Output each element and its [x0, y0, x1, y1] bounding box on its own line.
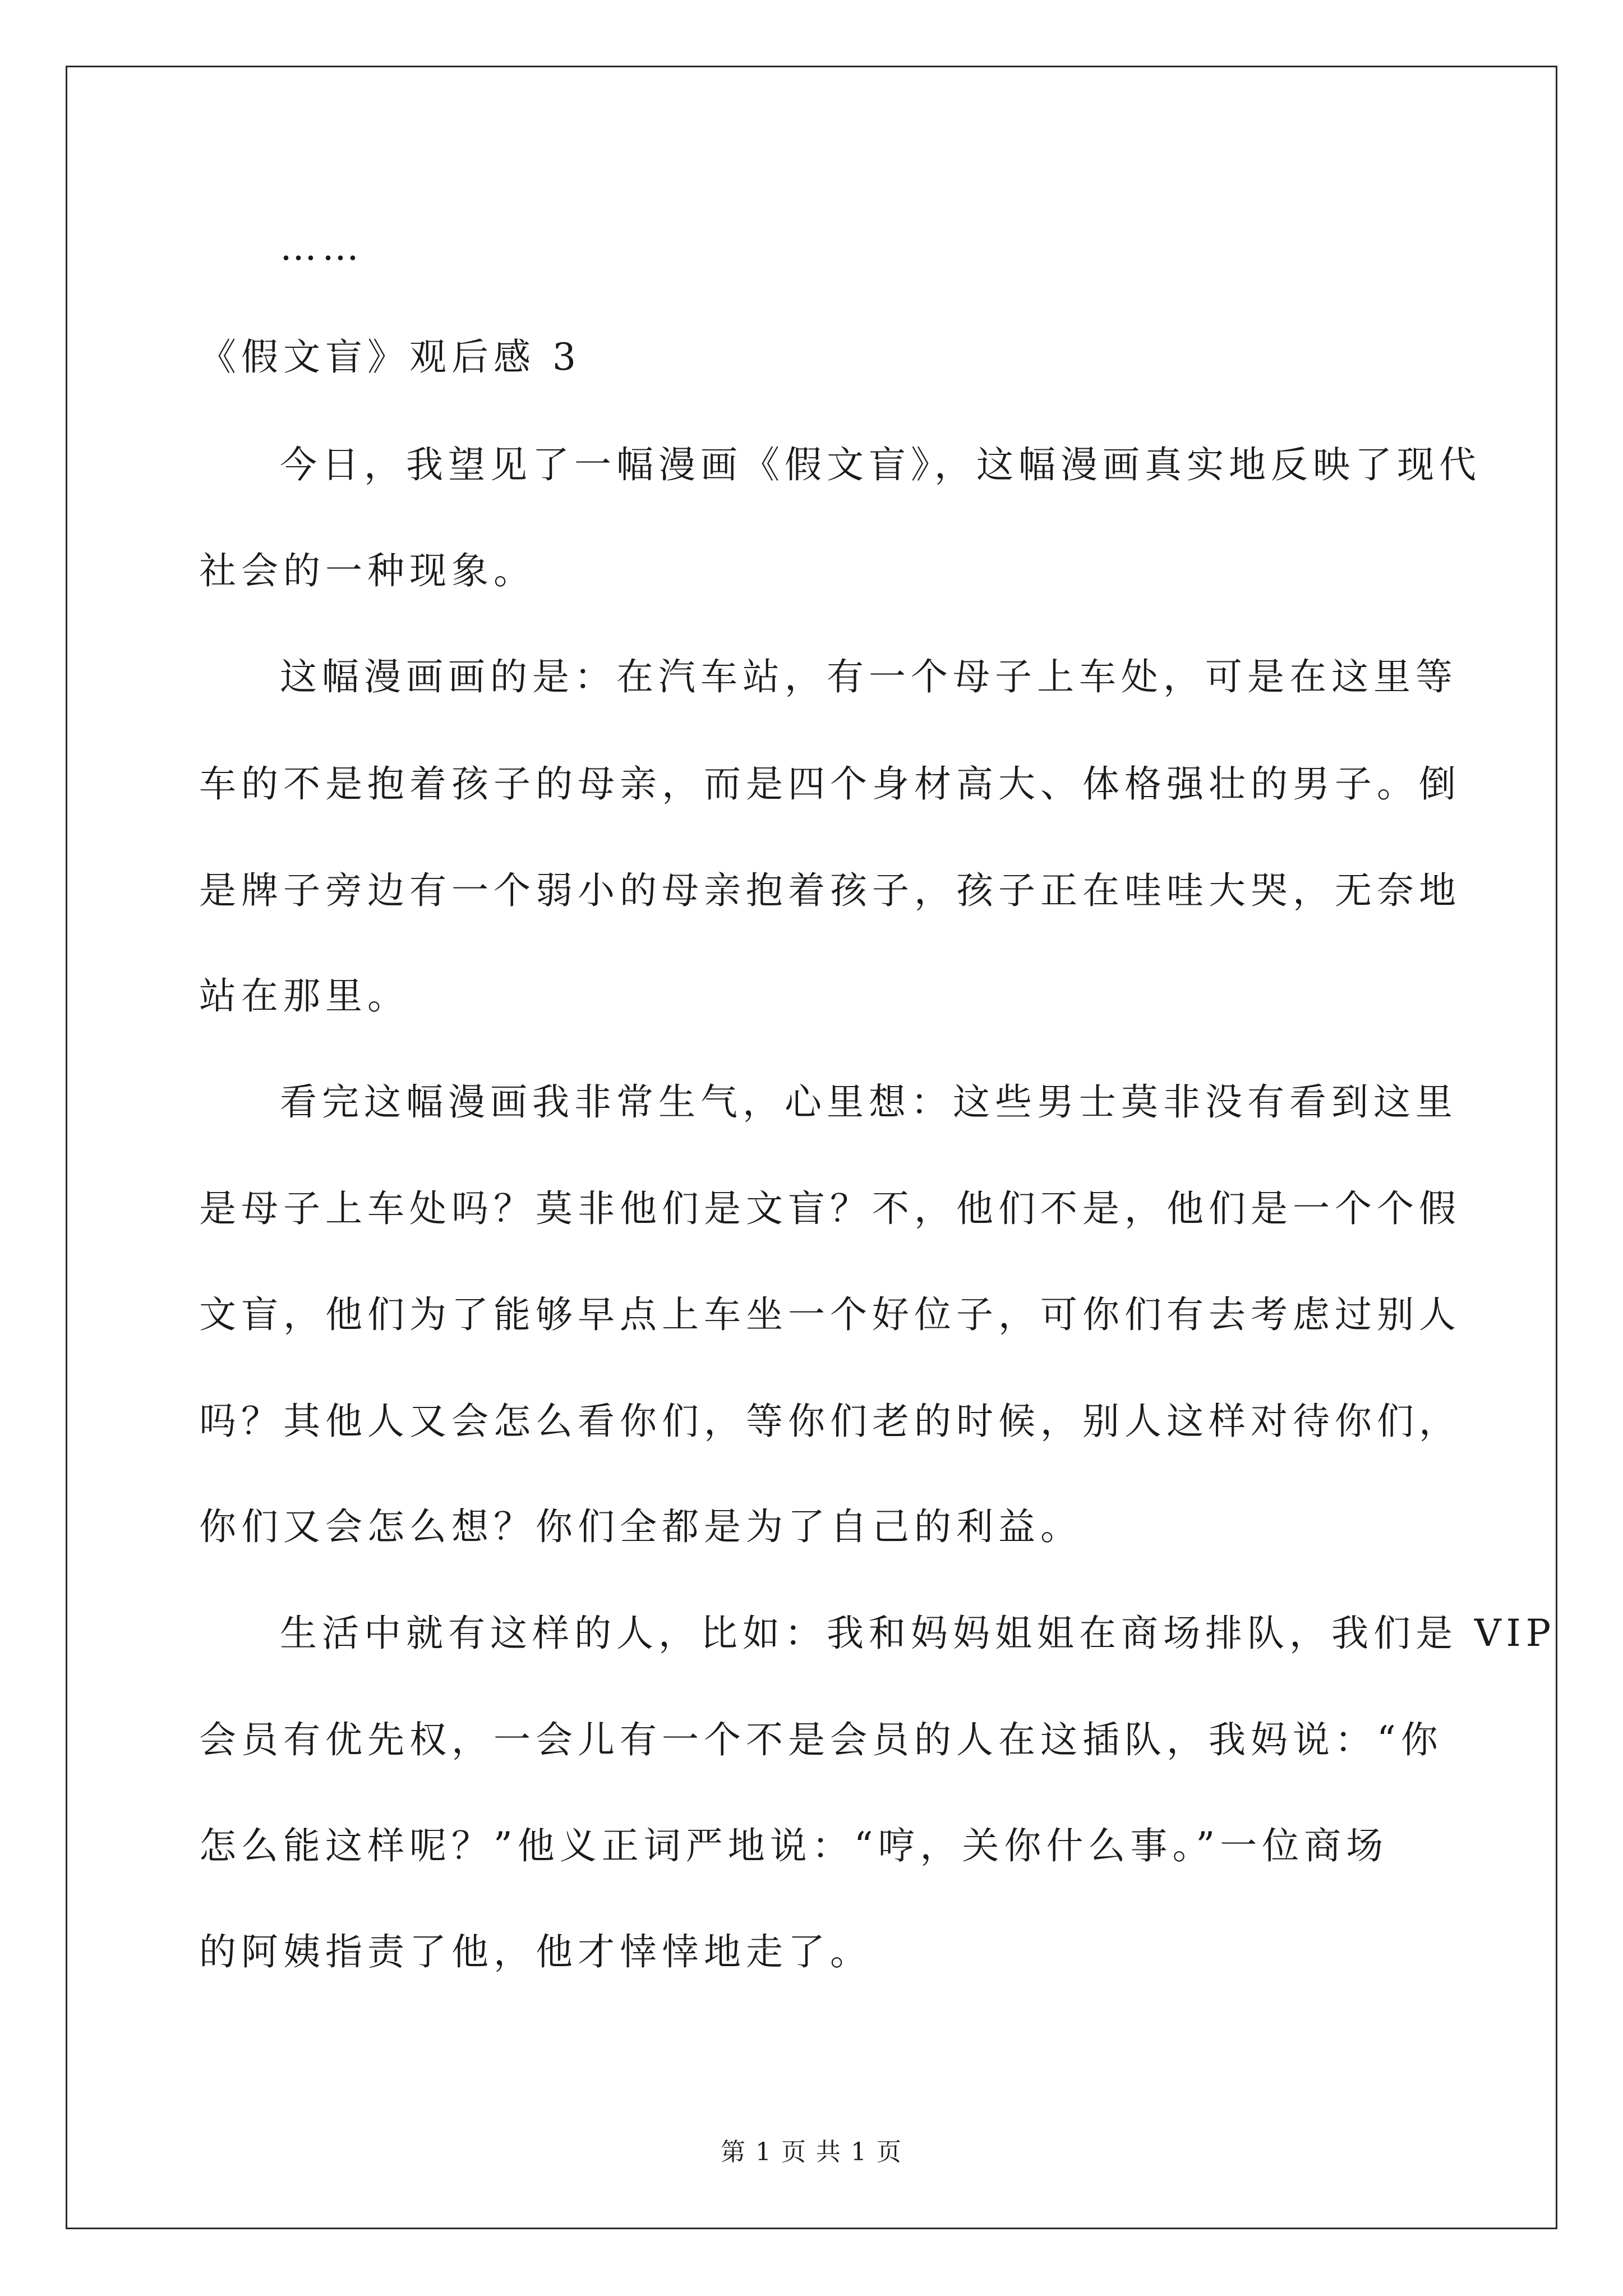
paragraph-line: 看完这幅漫画我非常生气，心里想：这些男士莫非没有看到这里: [280, 1080, 1458, 1124]
page-border: [66, 66, 1557, 2229]
essay-title: 《假文盲》观后感 3: [199, 335, 581, 379]
paragraph-line: 文盲，他们为了能够早点上车坐一个好位子，可你们有去考虑过别人: [199, 1293, 1461, 1336]
paragraph-line: 站在那里。: [199, 974, 409, 1018]
paragraph-line: 会员有优先权，一会儿有一个不是会员的人在这插队，我妈说：“你: [199, 1718, 1443, 1761]
paragraph-line: 怎么能这样呢？”他义正词严地说：“哼，关你什么事。”一位商场: [199, 1824, 1389, 1867]
paragraph-line: 你们又会怎么想？你们全都是为了自己的利益。: [199, 1505, 1082, 1548]
paragraph-line: 今日，我望见了一幅漫画《假文盲》，这幅漫画真实地反映了现代: [280, 443, 1481, 486]
paragraph-line: 这幅漫画画的是：在汽车站，有一个母子上车处，可是在这里等: [280, 655, 1458, 698]
paragraph-line: 是牌子旁边有一个弱小的母亲抱着孩子，孩子正在哇哇大哭，无奈地: [199, 869, 1461, 912]
paragraph-line: 车的不是抱着孩子的母亲，而是四个身材高大、体格强壮的男子。倒: [199, 762, 1461, 806]
ellipsis-line: ……: [280, 226, 364, 269]
page-footer: 第 1 页 共 1 页: [721, 2138, 902, 2166]
paragraph-line: 生活中就有这样的人，比如：我和妈妈姐姐在商场排队，我们是 VIP: [280, 1612, 1556, 1655]
paragraph-line: 是母子上车处吗？莫非他们是文盲？不，他们不是，他们是一个个假: [199, 1187, 1461, 1230]
paragraph-line: 的阿姨指责了他，他才悻悻地走了。: [199, 1930, 872, 1973]
paragraph-line: 社会的一种现象。: [199, 549, 536, 592]
paragraph-line: 吗？其他人又会怎么看你们，等你们老的时候，别人这样对待你们，: [199, 1400, 1461, 1443]
